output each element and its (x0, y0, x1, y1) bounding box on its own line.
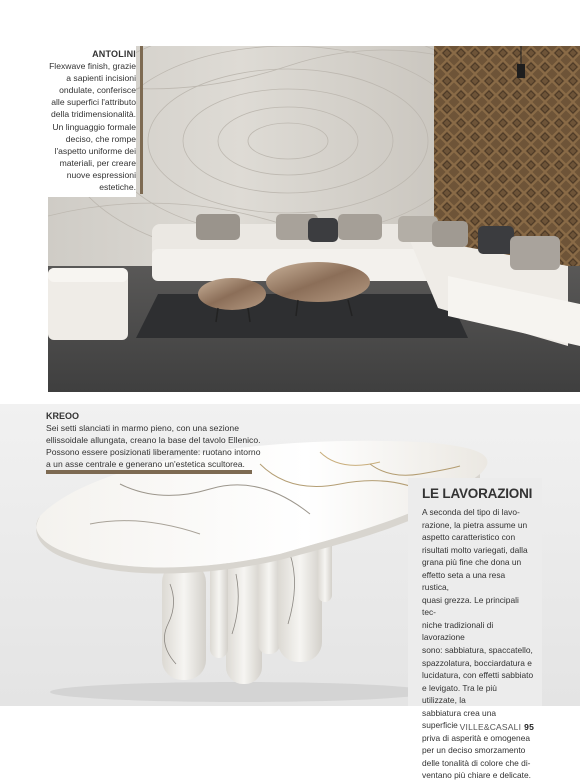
antolini-accent-rule (140, 46, 143, 194)
le-lavorazioni-text: A seconda del tipo di lavo- razione, la pietra assume un aspetto caratteristico con risultati molto variegati, dalla grana più fine che dona un effetto seta a una resa rustica, quasi grezza. Le principali tec- niche tradizionali di lavorazione sono: sabbiatura, spaccatello, spazzolatura, bocciardatura e lucidatura, con effetti sabbiato e levigato. Tra le più utilizzate, la sabbiatura crea una superficie priva di asperità e omogenea per un deciso smorzamento delle tonalità di colore che di- ventano più chiare e delicate. (422, 507, 534, 781)
antolini-body: Flexwave finish, grazie a sapienti incisioni ondulate, conferisce alle superfici l'attributo della tridimensionalità. Un linguaggio formale deciso, che rompe l'aspetto uniforme dei materiali, per creare nuove espressioni estetiche. (49, 61, 136, 193)
kreoo-title: KREOO (46, 411, 80, 421)
page-number: 95 (524, 722, 534, 732)
page-footer (460, 722, 534, 732)
antolini-title: ANTOLINI (92, 49, 136, 59)
le-lavorazioni-heading: LE LAVORAZIONI (422, 486, 533, 501)
antolini-caption (40, 46, 136, 197)
kreoo-caption (46, 410, 286, 470)
kreoo-body: Sei setti slanciati in marmo pieno, con una sezione ellissoidale allungata, creano la base del tavolo Ellenico. Possono essere posizionati liberamente: ruotano intorno a un asse centrale e generano un'estetica scultorea. (46, 423, 261, 470)
kreoo-accent-rule (46, 470, 252, 474)
magazine-name: VILLE&CASALI (459, 722, 522, 732)
